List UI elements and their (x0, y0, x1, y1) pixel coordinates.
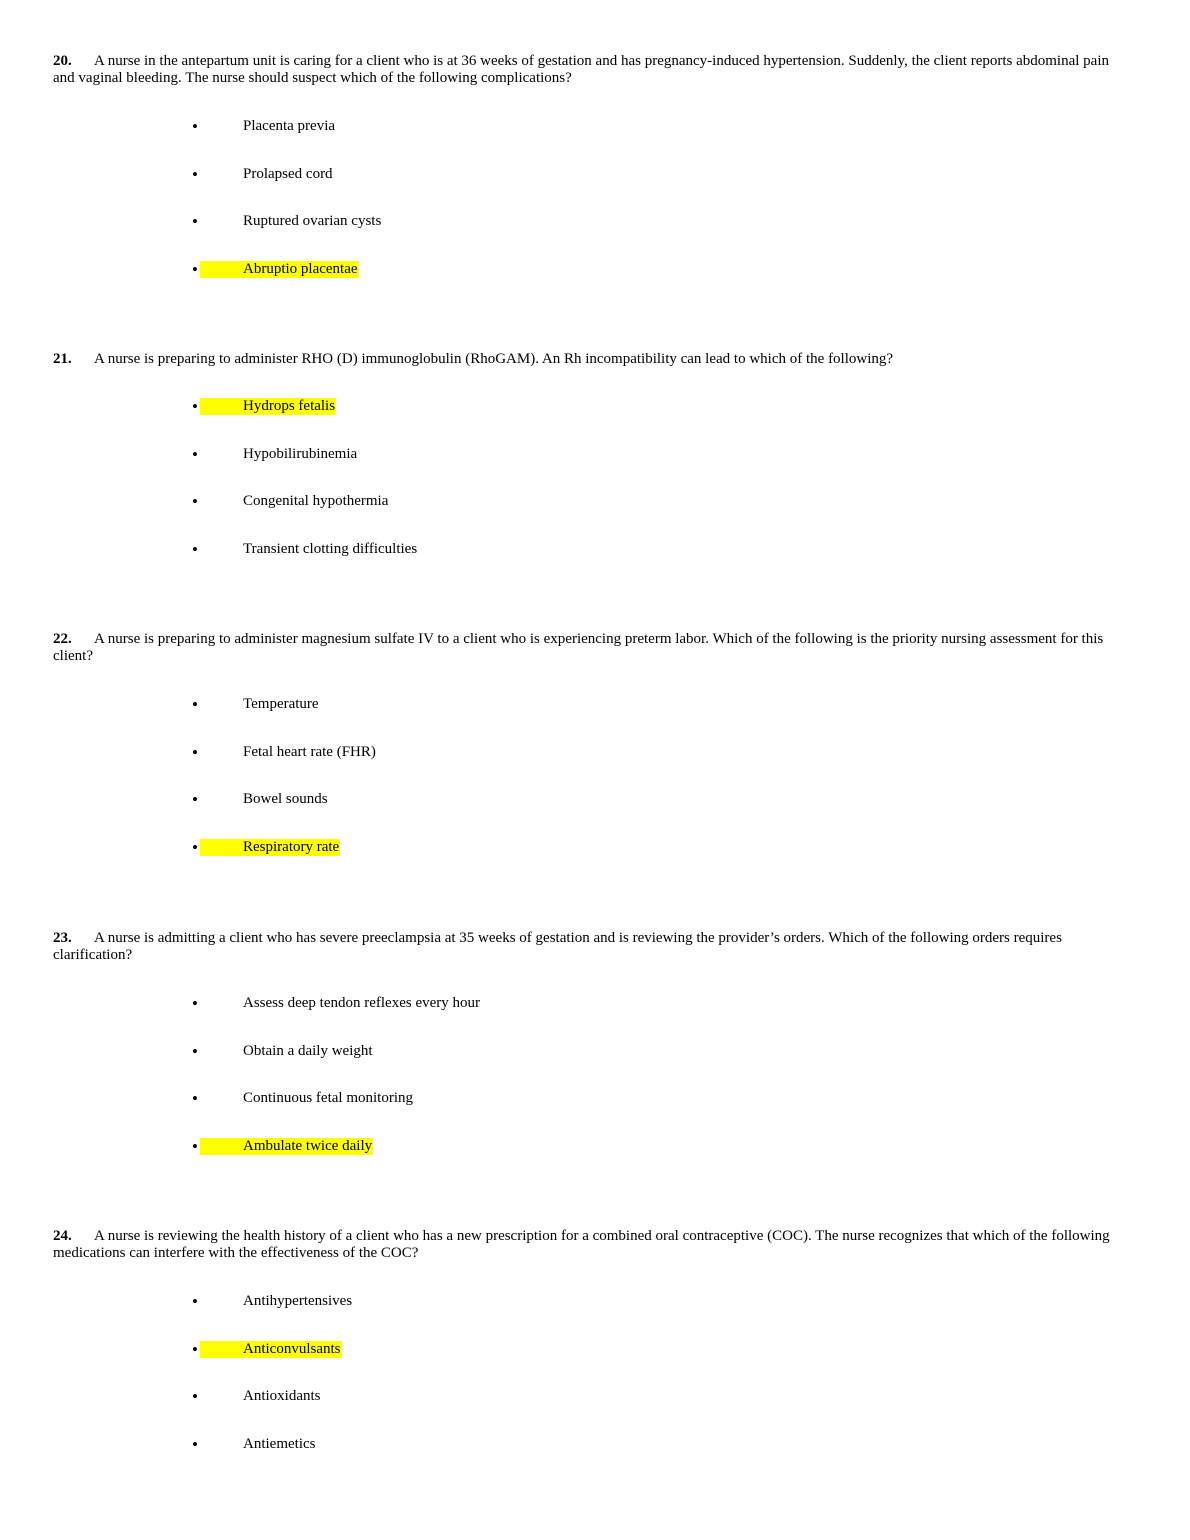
bullet-icon: • (192, 260, 198, 280)
answer-option[interactable] (53, 995, 1113, 1043)
answer-option-text: Hypobilirubinemia (243, 445, 358, 462)
answer-option-text: Fetal heart rate (FHR) (243, 743, 376, 760)
answer-option-text: Ruptured ovarian cysts (243, 213, 382, 230)
answer-option[interactable] (53, 1293, 1113, 1341)
bullet-icon: • (192, 397, 198, 416)
answer-option-text: Abruptio placentae (243, 261, 358, 278)
answer-option[interactable] (53, 696, 1113, 744)
answer-option-text: Antiemetics (243, 1436, 316, 1453)
answer-option-text: Placenta previa (243, 118, 336, 134)
bullet-icon: • (192, 117, 198, 136)
answer-option-text: Assess deep tendon reflexes every hour (243, 995, 481, 1011)
answer-option[interactable] (53, 1090, 1113, 1138)
highlight-bar (200, 744, 243, 761)
answer-option-text: Hydrops fetalis (243, 398, 336, 414)
answer-option-text: Bowel sounds (243, 791, 328, 808)
answer-option-text: Ambulate twice daily (243, 1138, 373, 1155)
bullet-icon: • (192, 492, 198, 512)
answer-option[interactable] (53, 1138, 1113, 1186)
answer-option[interactable] (53, 166, 1113, 214)
answer-option[interactable] (53, 791, 1113, 839)
highlight-bar (200, 166, 243, 183)
question-stem (53, 930, 1113, 964)
bullet-icon: • (192, 1387, 198, 1407)
bullet-icon: • (192, 212, 198, 232)
question-stem (53, 1228, 1113, 1262)
bullet-icon: • (192, 838, 198, 858)
answer-option-text: Continuous fetal monitoring (243, 1090, 413, 1107)
bullet-icon: • (192, 1339, 198, 1359)
question-24 (53, 1228, 1113, 1484)
answer-option-text: Congenital hypothermia (243, 493, 389, 510)
question-20 (53, 53, 1113, 309)
highlight-bar (200, 1138, 243, 1155)
bullet-icon: • (192, 164, 198, 184)
highlight-bar (200, 696, 243, 713)
question-text: A nurse in the antepartum unit is caring for a client who is at 36 weeks of gestation and has pregnancy-induced hypertension. Suddenly, the client reports abdominal pain and vaginal bleeding. The nurse should suspect which of the following complications? (53, 53, 1110, 86)
highlight-bar (200, 398, 243, 415)
answer-options (53, 118, 1113, 309)
highlight-bar (200, 791, 243, 808)
highlight-bar (200, 1090, 243, 1107)
highlight-bar (200, 1293, 243, 1310)
question-text: A nurse is preparing to administer RHO (D) immunoglobulin (RhoGAM). An Rh incompatibility can lead to which of the following? (94, 351, 894, 367)
highlight-bar (200, 261, 243, 278)
answer-options (53, 995, 1113, 1186)
question-number: 21. (53, 351, 72, 367)
answer-option-text: Antioxidants (243, 1388, 321, 1405)
answer-option[interactable] (53, 493, 1113, 541)
answer-options (53, 1293, 1113, 1484)
question-stem (53, 351, 1113, 368)
highlight-bar (200, 839, 243, 856)
answer-option-text: Transient clotting difficulties (243, 541, 418, 558)
answer-option[interactable] (53, 118, 1113, 166)
answer-option-text: Obtain a daily weight (243, 1042, 373, 1059)
question-number: 23. (53, 930, 72, 946)
question-number: 20. (53, 53, 72, 69)
answer-option-text: Antihypertensives (243, 1293, 353, 1309)
bullet-icon: • (192, 444, 198, 464)
question-text: A nurse is preparing to administer magnesium sulfate IV to a client who is experiencing preterm labor. Which of the following is the priority nursing assessment for this client? (53, 631, 1104, 664)
highlight-bar (200, 446, 243, 463)
bullet-icon: • (192, 695, 198, 714)
answer-options (53, 696, 1113, 887)
highlight-bar (200, 1043, 243, 1060)
question-text: A nurse is reviewing the health history of a client who has a new prescription for a combined oral contraceptive (COC). The nurse recognizes that which of the following medications can interfere with the effectiveness of the COC? (53, 1228, 1110, 1261)
bullet-icon: • (192, 1435, 198, 1455)
highlight-bar (200, 1388, 243, 1405)
answer-option[interactable] (53, 1388, 1113, 1436)
bullet-icon: • (192, 994, 198, 1013)
highlight-bar (200, 995, 243, 1012)
question-stem (53, 631, 1113, 665)
bullet-icon: • (192, 540, 198, 560)
answer-option[interactable] (53, 744, 1113, 792)
question-23 (53, 930, 1113, 1186)
answer-option[interactable] (53, 541, 1113, 589)
highlight-bar (200, 493, 243, 510)
highlight-bar (200, 541, 243, 558)
question-number: 24. (53, 1228, 72, 1244)
highlight-bar (200, 118, 243, 135)
bullet-icon: • (192, 1292, 198, 1311)
highlight-bar (200, 213, 243, 230)
answer-option[interactable] (53, 1043, 1113, 1091)
answer-option-text: Respiratory rate (243, 839, 340, 856)
bullet-icon: • (192, 790, 198, 810)
question-text: A nurse is admitting a client who has severe preeclampsia at 35 weeks of gestation and is reviewing the provider’s orders. Which of the following orders requires clarification? (53, 930, 1062, 963)
answer-option-text: Temperature (243, 696, 319, 712)
question-22 (53, 631, 1113, 887)
bullet-icon: • (192, 1041, 198, 1061)
bullet-icon: • (192, 742, 198, 762)
question-number: 22. (53, 631, 72, 647)
answer-option-text: Anticonvulsants (243, 1340, 341, 1357)
answer-options (53, 398, 1113, 589)
highlight-bar (200, 1436, 243, 1453)
highlight-bar (200, 1341, 243, 1358)
question-21 (53, 351, 1113, 589)
answer-option[interactable] (53, 839, 1113, 887)
answer-option[interactable] (53, 1436, 1113, 1484)
answer-option[interactable] (53, 261, 1113, 309)
answer-option-text: Prolapsed cord (243, 165, 333, 182)
answer-option[interactable] (53, 213, 1113, 261)
bullet-icon: • (192, 1089, 198, 1109)
question-stem (53, 53, 1113, 87)
answer-option[interactable] (53, 446, 1113, 494)
answer-option[interactable] (53, 398, 1113, 446)
bullet-icon: • (192, 1137, 198, 1157)
answer-option[interactable] (53, 1341, 1113, 1389)
